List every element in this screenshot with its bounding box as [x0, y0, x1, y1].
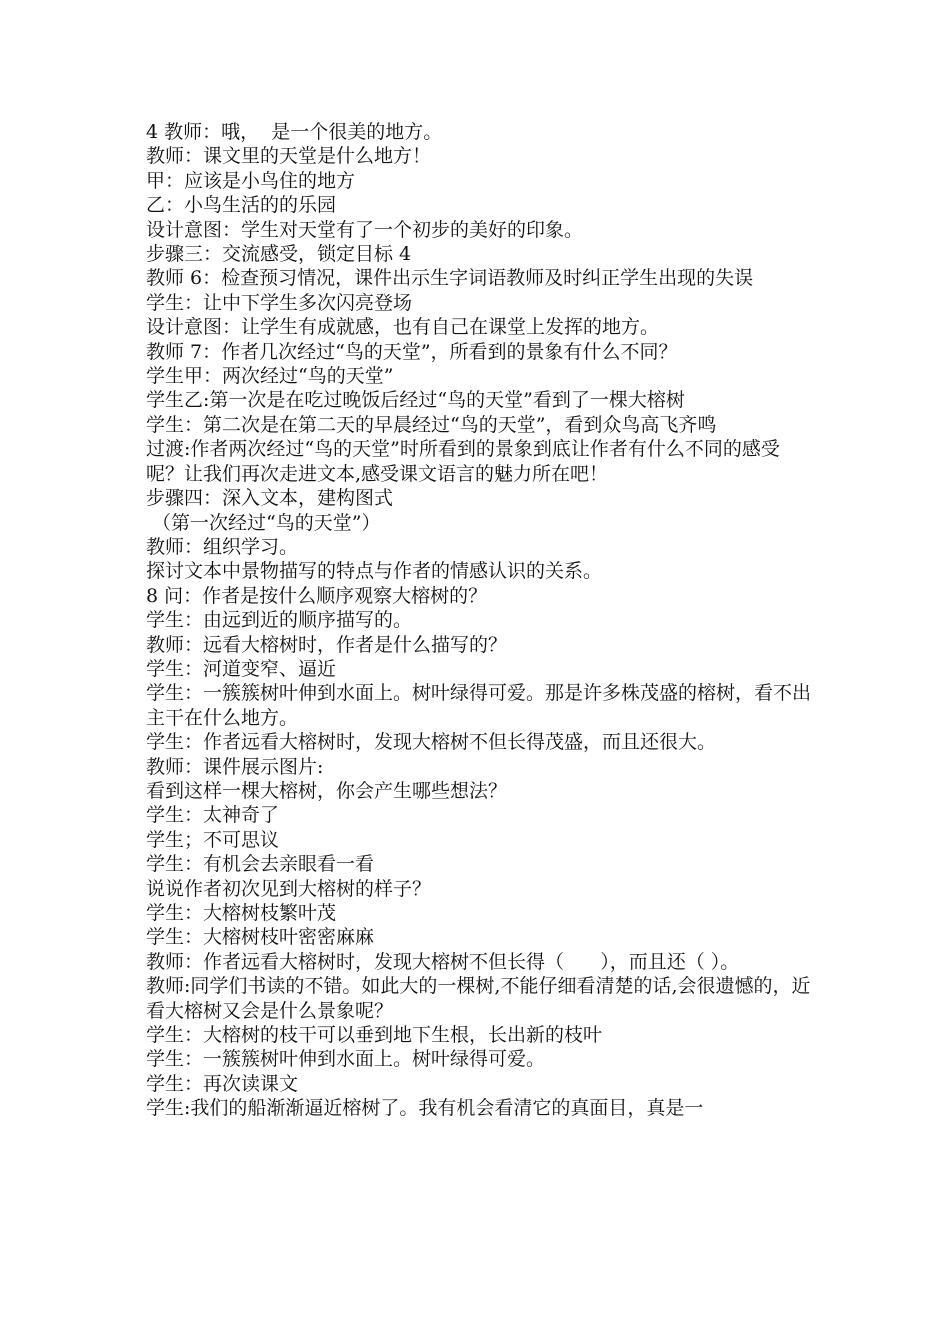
- text-line: 探讨文本中景物描写的特点与作者的情感认识的关系。: [146, 560, 603, 583]
- text-line: 学生：作者远看大榕树时，发现大榕树不但长得茂盛，而且还很大。: [146, 731, 717, 754]
- text-line: 学生乙:第一次是在吃过晚饭后经过“鸟的天堂”看到了一棵大榕树: [146, 389, 685, 412]
- text-line: 学生：第二次是在第二天的早晨经过“鸟的天堂”，看到众鸟高飞齐鸣: [146, 413, 717, 436]
- text-line: 学生甲：两次经过“鸟的天堂”: [146, 365, 394, 388]
- text-line: 教师 7：作者几次经过“鸟的天堂”，所看到的景象有什么不同？: [146, 340, 678, 363]
- text-line: 学生：河道变窄、逼近: [146, 657, 337, 680]
- text-line: （第一次经过“鸟的天堂”）: [146, 511, 381, 534]
- text-line: 甲：应该是小鸟住的地方: [146, 169, 356, 192]
- text-line: 学生：再次读课文: [146, 1072, 299, 1095]
- text-line: 学生：让中下学生多次闪亮登场: [146, 291, 413, 314]
- text-line: 学生：太神奇了: [146, 804, 280, 827]
- text-line: 教师：课件展示图片:: [146, 755, 324, 778]
- text-line: 8 问：作者是按什么顺序观察大榕树的？: [146, 584, 488, 607]
- text-line: 教师:同学们书读的不错。如此大的一棵树,不能仔细看清楚的话,会很遗憾的，近看大榕树又会是什么景象呢？: [146, 975, 811, 1022]
- text-line: 学生：大榕树枝繁叶茂: [146, 902, 337, 924]
- text-line: 乙：小鸟生活的的乐园: [146, 194, 337, 217]
- text-line: 教师：作者远看大榕树时，发现大榕树不但长得（ ），而且还（ ）。: [146, 950, 740, 973]
- text-line: 设计意图：让学生有成就感，也有自己在课堂上发挥的地方。: [146, 316, 660, 339]
- text-line: 学生：大榕树枝叶密密麻麻: [146, 926, 375, 949]
- text-line: 教师：远看大榕树时，作者是什么描写的？: [146, 633, 508, 656]
- text-line: 学生:我们的船渐渐逼近榕树了。我有机会看清它的真面目，真是一: [146, 1097, 704, 1120]
- section-heading: 步骤四：深入文本，建构图式: [146, 487, 394, 510]
- text-line: 学生：一簇簇树叶伸到水面上。树叶绿得可爱。那是许多株茂盛的榕树，看不出主干在什么地方。: [146, 682, 812, 729]
- document-body: [146, 120, 816, 1121]
- text-line: 过渡:作者两次经过“鸟的天堂”时所看到的景象到底让作者有什么不同的感受呢？让我们再次走进文本,感受课文语言的魅力所在吧！: [146, 438, 780, 485]
- text-line: 说说作者初次见到大榕树的样子？: [146, 877, 432, 900]
- text-line: 学生：一簇簇树叶伸到水面上。树叶绿得可爱。: [146, 1048, 546, 1071]
- text-line: 教师：课文里的天堂是什么地方！: [146, 145, 432, 168]
- text-line: 看到这样一棵大榕树，你会产生哪些想法？: [146, 779, 508, 802]
- text-line: 学生：由远到近的顺序描写的。: [146, 609, 413, 632]
- text-line: 学生：有机会去亲眼看一看: [146, 853, 375, 876]
- text-line: 学生：大榕树的枝干可以垂到地下生根，长出新的枝叶: [146, 1024, 603, 1047]
- text-line: 教师：组织学习。: [146, 535, 299, 558]
- text-line: 设计意图：学生对天堂有了一个初步的美好的印象。: [146, 218, 584, 241]
- section-heading: 步骤三：交流感受，锁定目标 4: [146, 243, 412, 266]
- text-line: 教师 6：检查预习情况，课件出示生字词语教师及时纠正学生出现的失误: [146, 267, 754, 290]
- text-line: 学生；不可思议: [146, 828, 280, 851]
- text-line: 4 教师：哦， 是一个很美的地方。: [146, 121, 443, 143]
